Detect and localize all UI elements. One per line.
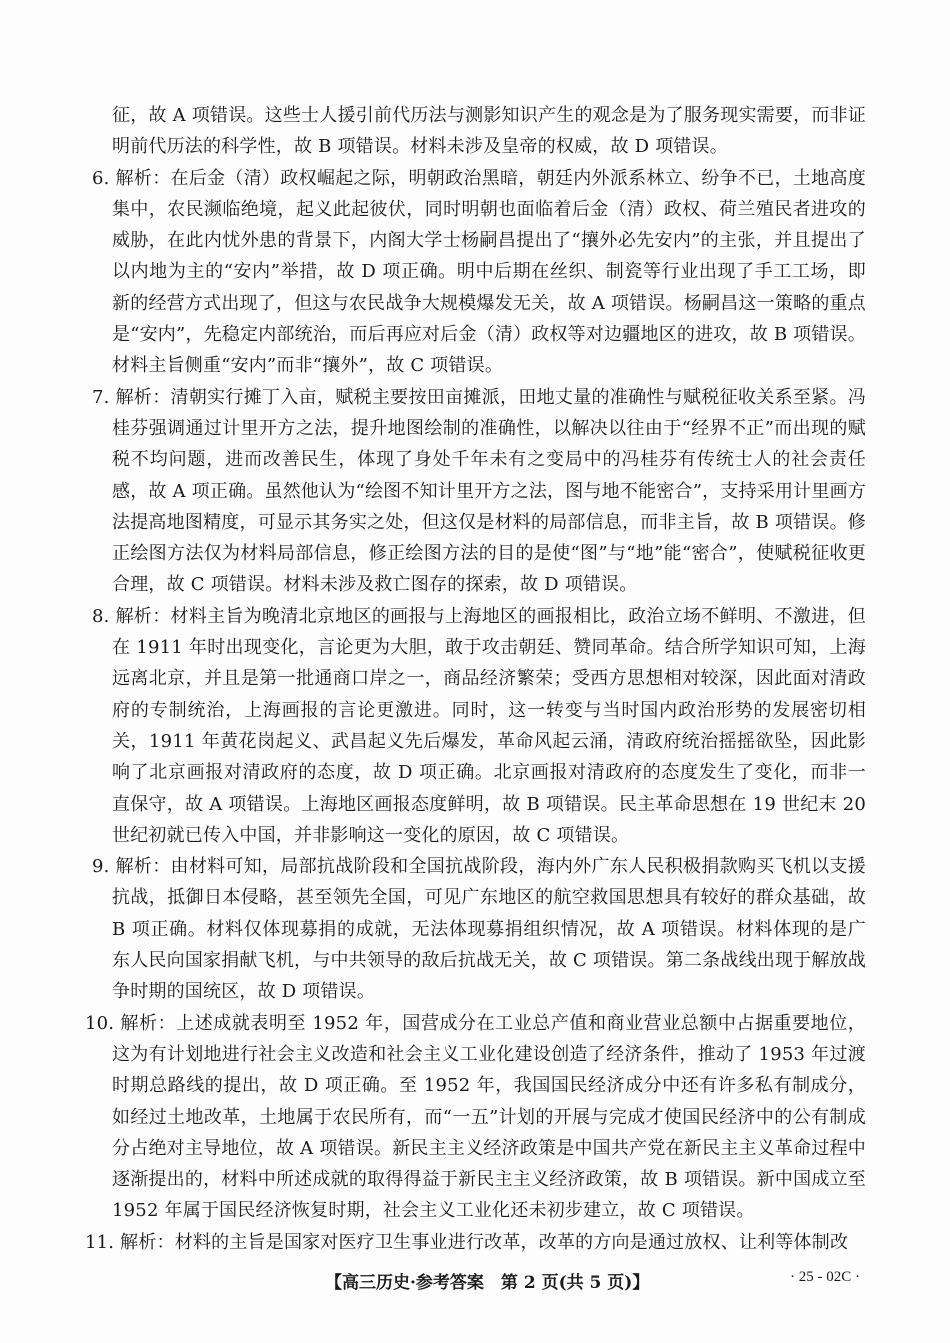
answer-11: 11. 解析：材料的主旨是国家对医疗卫生事业进行改革，改革的方向是通过放权、让利等体制改 [85,1231,849,1253]
answer-6: 6. 解析：在后金（清）政权崛起之际，明朝政治黑暗，朝廷内外派系林立、纷争不已，土地高度集中，农民濒临绝境，起义此起彼伏，同时明朝也面临着后金（清）政权、荷兰殖民者进攻的威胁，在此内忧外患的背景下，内阁大学士杨嗣昌提出了“攘外必先安内”的主张，并且提出了以内地为主的“安内”举措，故 D 项正确。明中后期在丝织、制瓷等行业出现了手工工场，即新的经营方式出现了，但这与农民战争大规模爆发无关，故 A 项错误。杨嗣昌这一策略的重点是“安内”，先稳定内部统治，而后再应对后金（清）政权等对边疆地区的进攻，故 B 项错误。材料主旨侧重“安内”而非“攘外”，故 C 项错误。 [92,167,866,377]
answer-8: 8. 解析：材料主旨为晚清北京地区的画报与上海地区的画报相比，政治立场不鲜明、不激进，但在 1911 年时出现变化，言论更为大胆，敢于攻击朝廷、赞同革命。结合所学知识可知，上海远离北京，并且是第一批通商口岸之一，商品经济繁荣；受西方思想相对较深，因此面对清政府的专制统治，上海画报的言论更激进。同时，这一转变与当时国内政治形势的发展密切相关，1911 年黄花岗起义、武昌起义先后爆发，革命风起云涌，清政府统治摇摇欲坠，因此影响了北京画报对清政府的态度，故 D 项正确。北京画报对清政府的态度发生了变化，而非一直保守，故 A 项错误。上海地区画报态度鲜明，故 B 项错误。民主革命思想在 19 世纪末 20 世纪初就已传入中国，并非影响这一变化的原因，故 C 项错误。 [92,605,866,846]
footer-title: 【高三历史·参考答案 第 2 页(共 5 页)】 [325,1273,650,1293]
answer-10: 10. 解析：上述成就表明至 1952 年，国营成分在工业总产值和商业营业总额中占据重要地位，这为有计划地进行社会主义改造和社会主义工业化建设创造了经济条件，推动了 1953 年过渡时期总路线的提出，故 D 项正确。至 1952 年，我国国民经济成分中还有许多私有制成分，如经过土地改革，土地属于农民所有，而“一五”计划的开展与完成才使国民经济中的公有制成分占绝对主导地位，故 A 项错误。新民主主义经济政策是中国共产党在新民主主义革命过程中逐渐提出的，材料中所述成就的取得得益于新民主主义经济政策，故 B 项错误。新中国成立至 1952 年属于国民经济恢复时期，社会主义工业化还未初步建立，故 C 项错误。 [85,1012,866,1222]
footer-code: · 25 - 02C · [790,1269,860,1285]
answer-5-continuation: 征，故 A 项错误。这些士人援引前代历法与测影知识产生的观念是为了服务现实需要，而非证明前代历法的科学性，故 B 项错误。材料未涉及皇帝的权威，故 D 项错误。 [112,105,866,158]
page-footer [0,1268,950,1296]
answer-9: 9. 解析：由材料可知，局部抗战阶段和全国抗战阶段，海内外广东人民积极捐款购买飞机以支援抗战，抵御日本侵略，甚至领先全国，可见广东地区的航空救国思想具有较好的群众基础，故 B 项正确。材料仅体现募捐的成就，无法体现募捐组织情况，故 A 项错误。材料体现的是广东人民向国家捐献飞机，与中共领导的敌后抗战无关，故 C 项错误。第二条战线出现于解放战争时期的国统区，故 D 项错误。 [92,856,866,1003]
answer-content [85,100,866,1258]
answer-7: 7. 解析：清朝实行摊丁入亩，赋税主要按田亩摊派，田地丈量的准确性与赋税征收关系至紧。冯桂芬强调通过计里开方之法，提升地图绘制的准确性，以解决以往由于“经界不正”而出现的赋税不均问题，进而改善民生，体现了身处千年未有之变局中的冯桂芬有传统士人的社会责任感，故 A 项正确。虽然他认为“绘图不知计里开方之法，图与地不能密合”，支持采用计里画方法提高地图精度，可显示其务实之处，但这仅是材料的局部信息，而非主旨，故 B 项错误。修正绘图方法仅为材料局部信息，修正绘图方法的目的是使“图”与“地”能“密合”，使赋税征收更合理，故 C 项错误。材料未涉及救亡图存的探索，故 D 项错误。 [92,386,866,596]
